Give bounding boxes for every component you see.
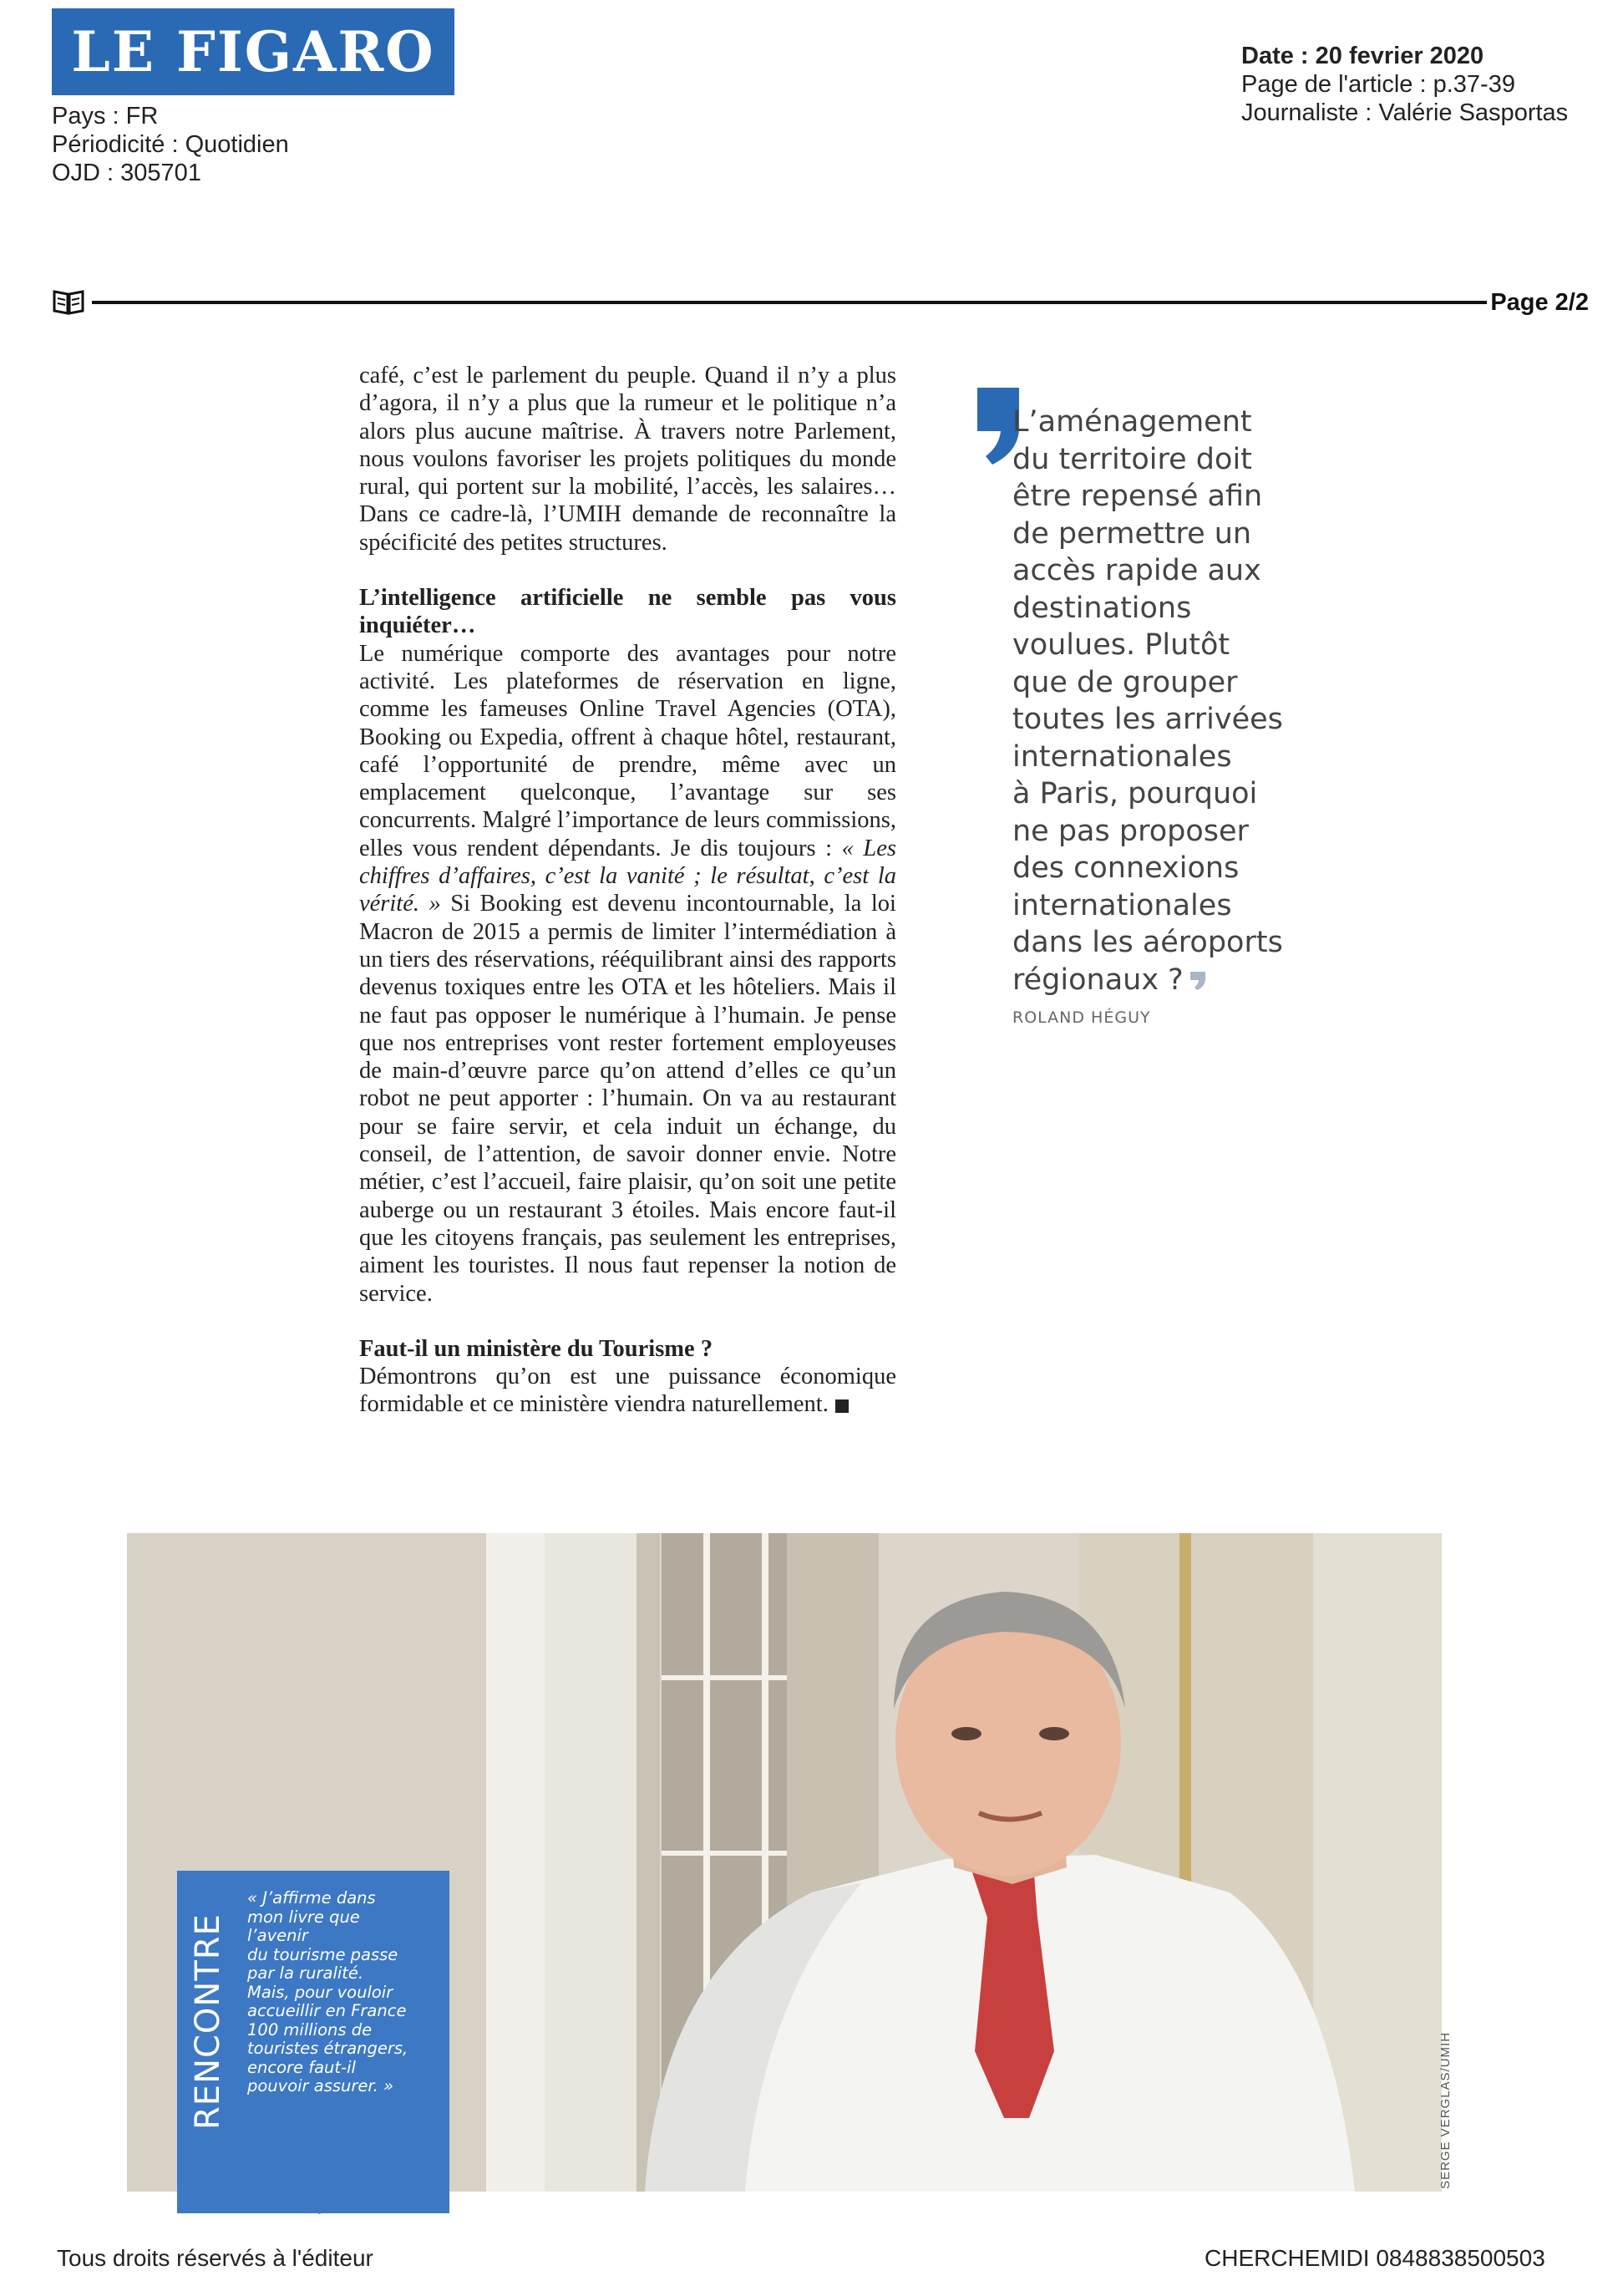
interview-question: Faut-il un ministère du Tourisme ?: [359, 1335, 713, 1362]
footer-code: CHERCHEMIDI 0848838500503: [1205, 2245, 1545, 2271]
rencontre-line: 100 millions de: [247, 2019, 373, 2039]
le-figaro-logo: LE FIGARO: [52, 8, 454, 95]
pull-quote-line: internationales: [1012, 739, 1232, 774]
rencontre-line: mon livre que: [247, 1907, 360, 1927]
rencontre-line: l’avenir: [247, 1926, 308, 1945]
pull-quote-line: toutes les arrivées: [1012, 703, 1283, 736]
pull-quote-line: des connexions: [1012, 851, 1240, 885]
rencontre-label: RENCONTRE: [189, 1913, 227, 2130]
pull-quote-line: voulues. Plutôt: [1012, 628, 1230, 662]
divider: [92, 301, 1487, 304]
paragraph-text: Le numérique comporte des avantages pour notre activité. Les plateformes de réservation en ligne, comme les fameuses Online Travel Agencies (OTA), Booking ou Expedia, offrent à chaque hôtel, restaurant, café l’opportunité de prendre, même avec un emplacement quelconque, l’avantage sur ses concurrents. Malgré l’importance de leurs commissions, elles vous rendent dépendants. Je dis toujours :: [359, 640, 896, 861]
quote-tail-icon: [302, 2139, 386, 2214]
pull-quote-line: ne pas proposer: [1012, 814, 1249, 848]
ojd: OJD : 305701: [52, 160, 201, 186]
article-pages: Page de l'article : p.37-39: [1241, 71, 1515, 98]
book-icon: [52, 287, 85, 316]
pull-quote-line: internationales: [1012, 888, 1232, 922]
paragraph-text: Démontrons qu’on est une puissance économique formidable et ce ministère viendra naturellement.: [359, 1364, 896, 1418]
page-number: Page 2/2: [1490, 289, 1589, 316]
pull-quote-line: accès rapide aux: [1012, 554, 1261, 587]
rencontre-line: Mais, pour vouloir: [247, 1982, 393, 2002]
article-meta: [1241, 42, 1568, 127]
paragraph: café, c’est le parlement du peuple. Quand il n’y a plus d’agora, il n’y a plus que la rumeur et le politique n’a alors plus aucune maîtrise. À travers notre Parlement, nous voulons favoriser les projets politiques du monde rural, qui portent sur la mobilité, l’accès, les salaires… Dans ce cadre-là, l’UMIH demande de reconnaître la spécificité des petites structures.: [359, 363, 896, 556]
interview-question: L’intelligence artificielle ne semble pas vous inquiéter…: [359, 585, 896, 639]
pull-quote-line: que de grouper: [1012, 665, 1238, 699]
rencontre-line: pouvoir assurer. »: [247, 2076, 394, 2095]
pull-quote-line: être repensé afin: [1012, 480, 1263, 513]
pull-quote-line: L’aménagement: [1012, 405, 1252, 439]
photo-credit: SERGE VERGLAS/UMIH: [1438, 2031, 1453, 2189]
paragraph-text: Si Booking est devenu incontournable, la loi Macron de 2015 a permis de limiter l’intermédiation à un tiers des réservations, rééquilibrant ainsi des rapports devenus toxiques entre les OTA et les hôteliers. Mais il ne faut pas opposer le numérique à l’humain. Je pense que nos entreprises vont rester fortement employeuses de main-d’œuvre parce qu’on attend d’elles ce qu’un robot ne peut apporter : l’humain. On va au restaurant pour se faire servir, et cela induit un échange, du conseil, de l’attention, de savoir donner envie. Notre métier, c’est l’accueil, faire plaisir, qu’on soit une petite auberge ou un restaurant 3 étoiles. Mais encore faut-il que les citoyens français, pas seulement les entreprises, aiment les touristes. Il nous faut repenser la notion de service.: [359, 891, 896, 1307]
publication-meta: [52, 102, 289, 187]
pull-quote-line: à Paris, pourquoi: [1012, 777, 1258, 810]
quoted-saying: « Les chiffres d’affaires, c’est la vanité ; le résultat, c’est la vérité. »: [359, 835, 897, 917]
rencontre-quote: [247, 1889, 444, 2096]
rencontre-line: encore faut-il: [247, 2057, 356, 2077]
journalist: Journaliste : Valérie Sasportas: [1241, 99, 1569, 126]
pull-quote-author: ROLAND HÉGUY: [1012, 1008, 1151, 1027]
article-date: Date : 20 fevrier 2020: [1241, 43, 1484, 69]
paragraph: [359, 1363, 896, 1419]
rencontre-line: touristes étrangers,: [247, 2039, 408, 2058]
periodicity: Périodicité : Quotidien: [52, 131, 289, 158]
rencontre-line: par la ruralité.: [247, 1963, 364, 1983]
pull-quote-line: dans les aéroports: [1012, 926, 1283, 959]
end-mark-icon: [835, 1399, 849, 1413]
rencontre-line: du tourisme passe: [247, 1944, 398, 1964]
footer-rights: Tous droits réservés à l'éditeur: [57, 2245, 373, 2271]
rencontre-line: « J’affirme dans: [247, 1888, 376, 1907]
rencontre-line: accueillir en France: [247, 2001, 407, 2020]
article-body: [359, 362, 896, 1419]
pull-quote-line: [1012, 962, 1321, 999]
pull-quote: [1012, 404, 1321, 998]
pull-quote-last-text: régionaux ?: [1012, 963, 1184, 997]
country: Pays : FR: [52, 103, 159, 130]
page-rule: [52, 286, 1589, 319]
pull-quote-line: destinations: [1012, 591, 1192, 625]
pull-quote-line: de permettre un: [1012, 516, 1252, 551]
pull-quote-line: du territoire doit: [1012, 442, 1252, 476]
quote-close-icon: [1189, 962, 1207, 990]
paragraph: [359, 640, 896, 1308]
